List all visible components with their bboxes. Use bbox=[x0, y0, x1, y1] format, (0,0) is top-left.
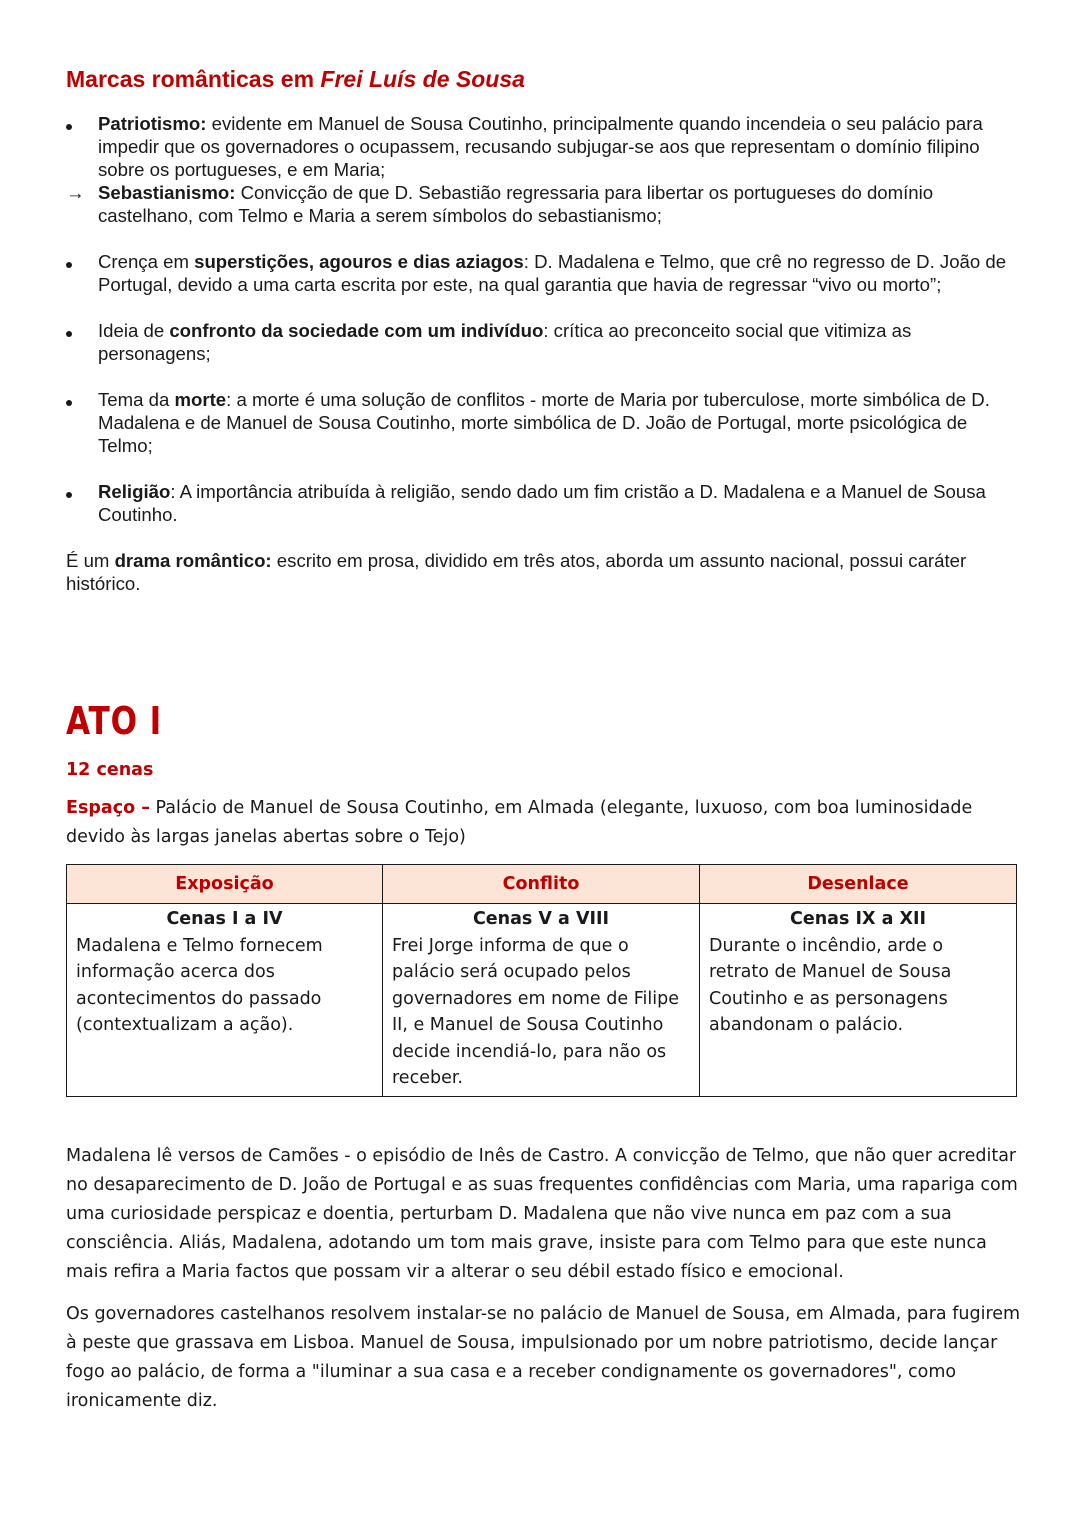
space-label: Espaço – bbox=[66, 798, 150, 818]
table-header-row bbox=[67, 865, 1017, 904]
item-text: Ideia de bbox=[98, 320, 170, 341]
list-item-morte bbox=[66, 388, 1026, 457]
romantic-marks-section bbox=[66, 64, 1026, 595]
cell-title: Cenas IX a XII bbox=[789, 909, 926, 929]
cell-text: Durante o incêndio, arde o retrato de Manuel de Sousa Coutinho e as personagens abandonam o palácio. bbox=[709, 935, 952, 1035]
summary-paragraph: Madalena lê versos de Camões - o episódio de Inês de Castro. A convicção de Telmo, que não quer acreditar no desaparecimento de D. João de Portugal e as suas frequentes confidências com Maria, uma rapariga com uma curiosidade perspicaz e doentia, perturbam D. Madalena que não vive nunca em paz com a sua consciência. Aliás, Madalena, adotando um tom mais grave, insiste para com Telmo para que este nunca mais refira a Maria factos que possam vir a alterar o seu débil estado físico e emocional. bbox=[66, 1146, 1018, 1282]
list-item-confronto bbox=[66, 319, 1026, 365]
paragraph-text: escrito em prosa, dividido em três atos, aborda um assunto nacional, possui caráter histórico. bbox=[66, 550, 967, 594]
header-desenlace: Desenlace bbox=[700, 865, 1017, 904]
item-term: superstições, agouros e dias aziagos bbox=[194, 251, 524, 272]
paragraph-text: É um bbox=[66, 550, 115, 571]
bullet-icon bbox=[66, 112, 86, 135]
item-text: Crença em bbox=[98, 251, 195, 272]
title-text: Marcas românticas em bbox=[66, 66, 321, 92]
act-heading: ATO I bbox=[66, 699, 162, 743]
paragraph-term: drama romântico: bbox=[114, 550, 272, 571]
list-item-supersticoes bbox=[66, 250, 1026, 296]
item-term: morte bbox=[174, 389, 227, 410]
item-text: evidente em Manuel de Sousa Coutinho, principalmente quando incendeia o seu palácio para impedir que os governadores o ocupassem, recusando subjugar-se aos que representam o domínio filipino sobre os portugueses, e em Maria; bbox=[98, 113, 983, 180]
title-work-name: Frei Luís de Sousa bbox=[320, 66, 525, 92]
bullet-icon bbox=[66, 480, 86, 503]
table-row bbox=[67, 904, 1017, 1097]
list-item-religiao bbox=[66, 480, 1026, 526]
arrow-right-icon: → bbox=[66, 182, 85, 203]
romantic-marks-list bbox=[66, 112, 1026, 526]
cell-text: Madalena e Telmo fornecem informação acerca dos acontecimentos do passado (contextualizam a ação). bbox=[76, 935, 323, 1035]
item-term: Sebastianismo: bbox=[98, 182, 236, 203]
section-title bbox=[66, 64, 1026, 94]
bullet-icon bbox=[66, 250, 86, 273]
bullet-icon bbox=[66, 319, 86, 342]
item-text: Convicção de que D. Sebastião regressaria para libertar os portugueses do domínio castelhano, com Telmo e Maria a serem símbolos do sebastianismo; bbox=[98, 182, 934, 226]
cell-desenlace bbox=[700, 904, 1017, 1097]
item-text: : D. Madalena e Telmo, que crê no regresso de D. João de Portugal, devido a uma carta escrita por este, na qual garantia que havia de regressar “vivo ou morto”; bbox=[98, 251, 1007, 295]
header-conflito: Conflito bbox=[383, 865, 700, 904]
summary-paragraph: Os governadores castelhanos resolvem instalar-se no palácio de Manuel de Sousa, em Almada, para fugirem à peste que grassava em Lisboa. Manuel de Sousa, impulsionado por um nobre patriotismo, decide lançar fogo ao palácio, de forma a "iluminar a sua casa e a receber condignamente os governadores", como ironicamente diz. bbox=[66, 1304, 1021, 1411]
item-text: : a morte é uma solução de conflitos - morte de Maria por tuberculose, morte simbólica de D. Madalena e de Manuel de Sousa Coutinho, morte simbólica de D. João de Portugal, morte psicológica de Telmo; bbox=[98, 389, 990, 456]
cell-text: Frei Jorge informa de que o palácio será ocupado pelos governadores em nome de Filipe II, e Manuel de Sousa Coutinho decide incendiá-lo, para não os receber. bbox=[392, 935, 679, 1088]
cell-title: Cenas I a IV bbox=[166, 909, 283, 929]
act-one-section bbox=[66, 698, 1026, 1097]
bullet-icon bbox=[66, 388, 86, 411]
item-term: Patriotismo: bbox=[98, 113, 207, 134]
space-text: Palácio de Manuel de Sousa Coutinho, em Almada (elegante, luxuoso, com boa luminosidade devido às largas janelas abertas sobre o Tejo) bbox=[66, 798, 973, 847]
list-item-sebastianismo bbox=[66, 181, 1026, 227]
cell-conflito bbox=[383, 904, 700, 1097]
item-text: : A importância atribuída à religião, sendo dado um fim cristão a D. Madalena e a Manuel de Sousa Coutinho. bbox=[98, 481, 986, 525]
header-exposicao: Exposição bbox=[67, 865, 383, 904]
item-term: confronto da sociedade com um indivíduo bbox=[169, 320, 544, 341]
cell-exposicao bbox=[67, 904, 383, 1097]
item-text: Tema da bbox=[98, 389, 175, 410]
item-term: Religião bbox=[98, 481, 171, 502]
list-item-patriotismo bbox=[66, 112, 1026, 181]
cell-title: Cenas V a VIII bbox=[472, 909, 610, 929]
space-description bbox=[66, 794, 1026, 852]
drama-romantico-paragraph bbox=[66, 549, 1026, 595]
scene-count: 12 cenas bbox=[66, 760, 154, 780]
act-structure-table bbox=[66, 864, 1017, 1097]
item-text: : crítica ao preconceito social que vitimiza as personagens; bbox=[98, 320, 912, 364]
